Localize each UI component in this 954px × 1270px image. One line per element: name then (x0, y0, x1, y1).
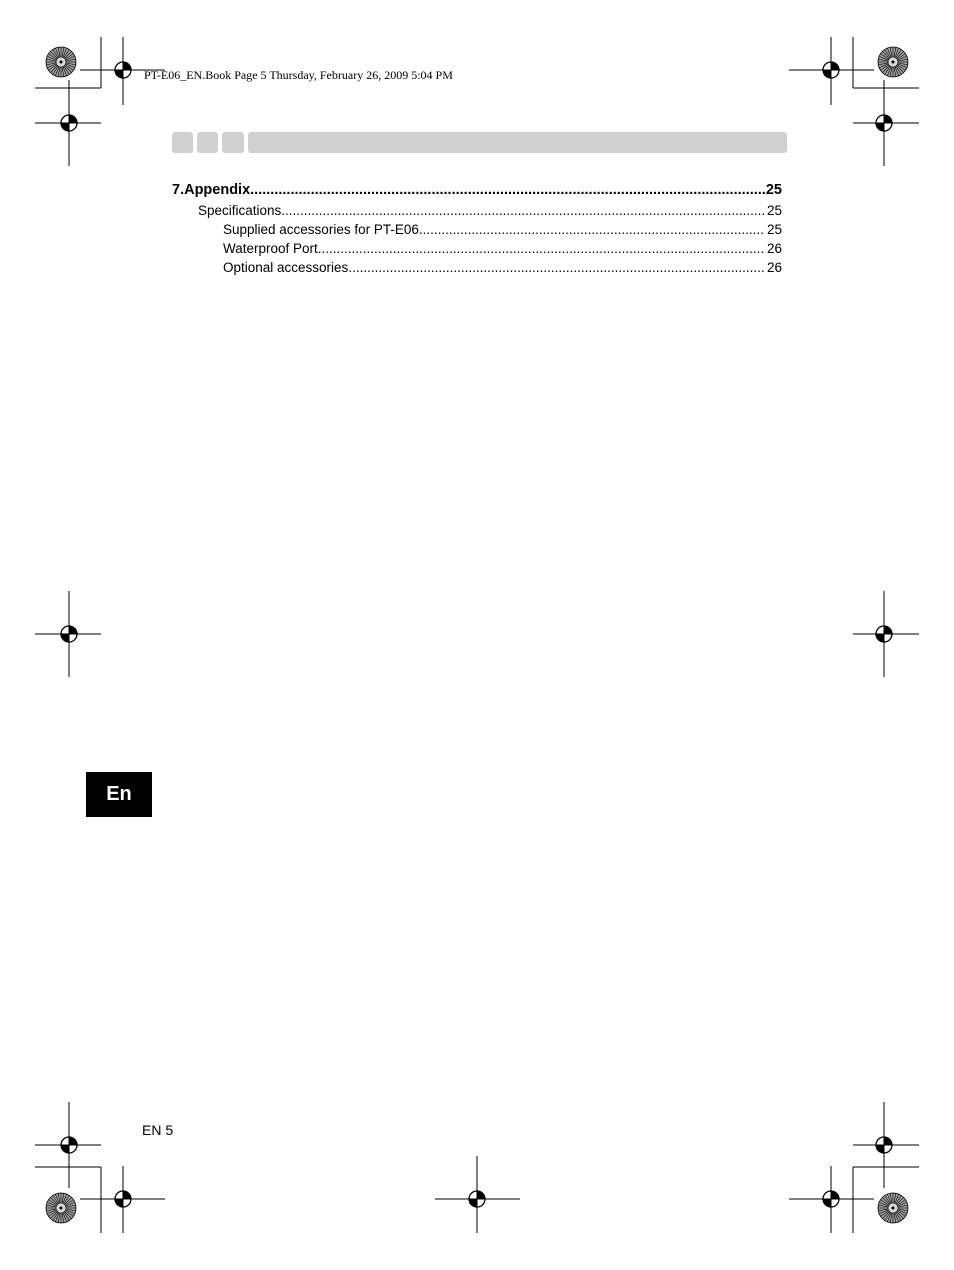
toc-entry-page: 25 (766, 203, 782, 218)
toc-entry-label: Optional accessories (223, 260, 349, 275)
toc-leader-dots (419, 220, 764, 239)
header-tab-2 (197, 132, 218, 153)
toc-entry-page: 26 (766, 260, 782, 275)
toc-entry-supplied-accessories[interactable] (172, 220, 782, 239)
header-tab-3 (222, 132, 244, 153)
toc-leader-dots (348, 258, 764, 277)
page-number: EN 5 (142, 1122, 174, 1138)
toc-entry-label: Specifications (198, 203, 282, 218)
toc-entry-page: 25 (765, 182, 782, 198)
header-tab-1 (172, 132, 193, 153)
toc-entry-page: 25 (766, 222, 782, 237)
header-tab-bar (172, 132, 787, 153)
table-of-contents (172, 179, 782, 277)
toc-entry-optional-accessories[interactable] (172, 258, 782, 277)
toc-entry-appendix[interactable] (172, 179, 782, 201)
toc-entry-label: Waterproof Port (223, 241, 318, 256)
print-header: PT-E06_EN.Book Page 5 Thursday, February 26, 2009 5:04 PM (144, 68, 453, 82)
header-tab-long (248, 132, 787, 153)
toc-entry-label: Supplied accessories for PT-E06 (223, 222, 419, 237)
toc-entry-page: 26 (766, 241, 782, 256)
toc-leader-dots (250, 179, 766, 201)
language-tab: En (86, 772, 152, 817)
toc-leader-dots (318, 239, 764, 258)
toc-leader-dots (281, 202, 764, 220)
toc-entry-waterproof-port[interactable] (172, 239, 782, 258)
toc-entry-specifications[interactable] (172, 202, 782, 220)
toc-entry-label: 7.Appendix (172, 182, 251, 198)
